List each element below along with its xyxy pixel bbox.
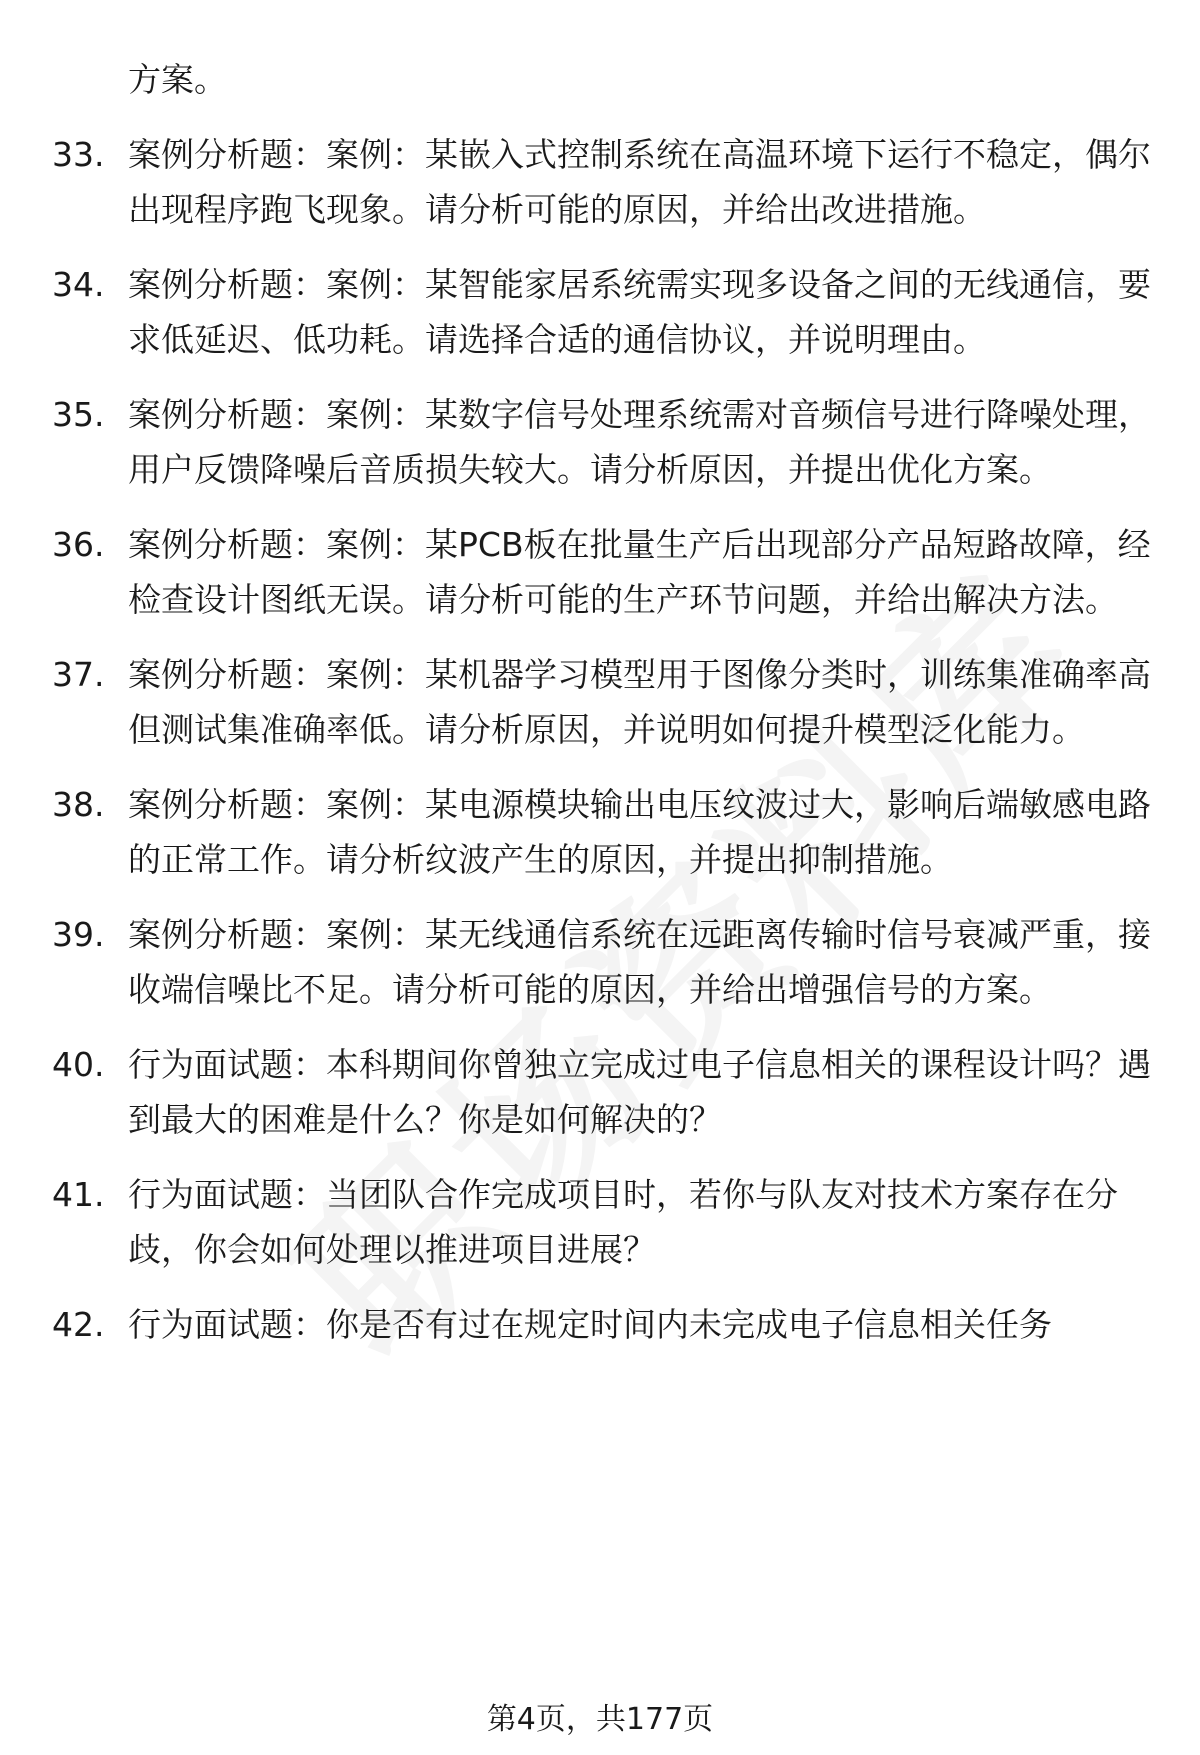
question-number: 42. — [52, 1305, 105, 1344]
question-number: 34. — [52, 265, 105, 304]
question-item — [52, 1037, 1152, 1147]
question-item — [52, 517, 1152, 627]
question-number: 38. — [52, 785, 105, 824]
question-text: 行为面试题：当团队合作完成项目时，若你与队友对技术方案存在分歧，你会如何处理以推进项目进展？ — [128, 1175, 1118, 1269]
question-text: 行为面试题：本科期间你曾独立完成过电子信息相关的课程设计吗？遇到最大的困难是什么？你是如何解决的？ — [128, 1045, 1151, 1139]
question-item — [52, 257, 1152, 367]
question-item — [52, 647, 1152, 757]
question-item — [52, 907, 1152, 1017]
question-text: 案例分析题：案例：某机器学习模型用于图像分类时，训练集准确率高但测试集准确率低。请分析原因，并说明如何提升模型泛化能力。 — [128, 655, 1151, 749]
question-number: 40. — [52, 1045, 105, 1084]
question-item — [52, 777, 1152, 887]
question-text: 案例分析题：案例：某数字信号处理系统需对音频信号进行降噪处理，用户反馈降噪后音质损失较大。请分析原因，并提出优化方案。 — [128, 395, 1151, 489]
question-item — [52, 1297, 1152, 1352]
question-text: 案例分析题：案例：某电源模块输出电压纹波过大，影响后端敏感电路的正常工作。请分析纹波产生的原因，并提出抑制措施。 — [128, 785, 1151, 879]
question-text: 案例分析题：案例：某无线通信系统在远距离传输时信号衰减严重，接收端信噪比不足。请分析可能的原因，并给出增强信号的方案。 — [128, 915, 1151, 1009]
question-item — [52, 1167, 1152, 1277]
question-number: 36. — [52, 525, 105, 564]
question-item — [52, 387, 1152, 497]
question-text: 案例分析题：案例：某智能家居系统需实现多设备之间的无线通信，要求低延迟、低功耗。请选择合适的通信协议，并说明理由。 — [128, 265, 1151, 359]
question-text: 案例分析题：案例：某嵌入式控制系统在高温环境下运行不稳定，偶尔出现程序跑飞现象。请分析可能的原因，并给出改进措施。 — [128, 135, 1151, 229]
question-number: 35. — [52, 395, 105, 434]
continuation-text: 方案。 — [128, 60, 227, 99]
question-number: 37. — [52, 655, 105, 694]
question-item — [52, 127, 1152, 237]
question-text: 行为面试题：你是否有过在规定时间内未完成电子信息相关任务 — [128, 1305, 1052, 1344]
question-number: 39. — [52, 915, 105, 954]
question-list — [52, 52, 1152, 1352]
question-text: 案例分析题：案例：某PCB板在批量生产后出现部分产品短路故障，经检查设计图纸无误。请分析可能的生产环节问题，并给出解决方法。 — [128, 525, 1151, 619]
page-footer: 第4页，共177页 — [486, 1702, 714, 1737]
question-number: 33. — [52, 135, 105, 174]
question-number: 41. — [52, 1175, 105, 1214]
